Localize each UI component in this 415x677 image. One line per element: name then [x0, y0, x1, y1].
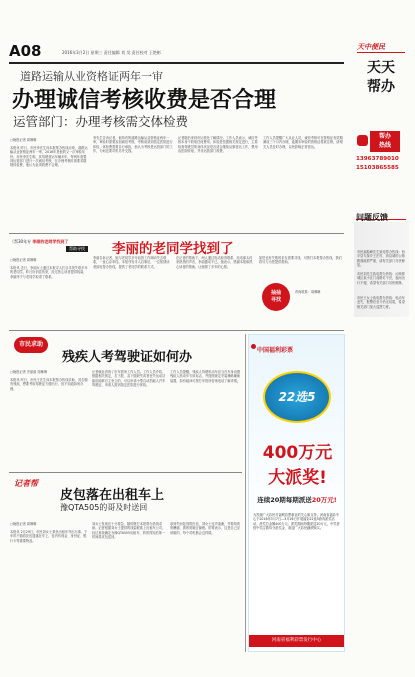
- article2-contact-note: 咨询联系：周琳琳: [295, 290, 321, 294]
- lottery-footer: 河南省福利彩票发行中心: [249, 635, 344, 647]
- article1-body-col1: 本报讯 昨日，市民李先生向本报帮办热线反映，道路运输从业资格证两年一审，2016年是他的又一次审验年份。市民李先生称，其驾驶营运车辆多年，每两年需要到运管部门进行一次诚信考核，在办理考核时被要求缴纳体检费，他认为此项收费不合理。: [10, 146, 88, 168]
- phone-icon: [357, 135, 368, 146]
- article4-body-col2: 刘女士发现后十分着急，随即拨打本报帮办热线求助。记者根据刘女士提供的线索联系上出租车公司，经过查找确定为豫QTA505出租车，的哥得知后第一时间将皮包送回。: [92, 522, 166, 539]
- article4-headline: 皮包落在出租车上: [60, 488, 165, 503]
- article2-body-col4: 如您也有失散的亲友需要寻找，可拨打本报帮办热线，我们将尽力为您提供帮助。: [259, 256, 342, 265]
- lottery-subline: [252, 495, 342, 504]
- date-line: 2016年3月2日 星期三 责任编辑 刘 昊 责任校对 王艳彬: [62, 50, 161, 55]
- article1-body-col4: 工作人员提醒广大从业人员，诚信考核可在资格证有效期满前三个月内办理，逾期未审验的资格证将被注销，请相关人员及时办理，以免影响正常营运。: [263, 136, 343, 149]
- sidebar-slogan-1: 天天: [367, 60, 395, 76]
- article4-subhead: 豫QTA505的哥及时送回: [60, 503, 148, 512]
- lottery-logo-icon: [251, 344, 256, 349]
- article4-section-tag: 记者帮: [14, 479, 38, 488]
- divider-3: [9, 472, 242, 473]
- lottery-org: 中国福利彩票: [257, 347, 294, 354]
- feedback-item-2: 市民刘先生致电帮办热线：反映驿城区某小区门前路灯不亮，夜间出行不便，希望有关部门尽快维修。: [357, 272, 405, 285]
- article3-byline: □晚报记者 史丽丽 周琳琳: [10, 370, 47, 374]
- lottery-ad: [248, 334, 345, 652]
- article1-subhead: 运管部门：办理考核需交体检费: [13, 114, 189, 129]
- article4-body-col3: 拿到失而复得的皮包，刘女士连声道谢，并要给的哥酬谢，被的哥婉言谢绝。的哥表示，这是自己应该做的，每个司机都会这样做。: [170, 522, 241, 535]
- hotline-phone-2: 15103865585: [356, 165, 399, 171]
- article4-body-col1: 本报讯 2月29日，市民刘女士乘坐出租车外出办事，下车时不慎将皮包遗落在车上，包内有现金、身份证、银行卡等重要物品。: [10, 530, 88, 543]
- badge-line-1: 抽抽: [270, 290, 281, 296]
- feedback-title: 问题反馈: [356, 213, 388, 222]
- article1-body-col2: 李先生告诉记者，他持有的道路运输从业资格证两年一审，审验时需要参加诚信考核，考核前须到指定医院进行体检，体检费需要自行承担，他认为考核是运管部门的工作，为何还要司机另外交钱。: [93, 136, 173, 153]
- article1-byline: □晚报记者 周琳琳: [10, 138, 37, 142]
- article3-body-col2: 记者就此咨询了市车管所工作人员。工作人员介绍，根据相关规定，右下肢、双下肢缺失或者丧失运动功能但能够自主坐立的，可以申请小型自动挡载人汽车驾驶证，申请人需到指定医院进行体检。: [92, 370, 166, 387]
- article3-section-tag: [14, 337, 48, 353]
- divider-2: [9, 330, 344, 331]
- lottery-note: 为答谢广大彩民对福利彩票事业的关心和支持，河南省福彩中心于2016年3月7日—3月26日开展福彩22选5游戏派奖活动，派奖总金额400万元。派奖期间每期派送20万元，中奖者按中奖注数均分派奖金，欢迎广大彩民踊跃购买。: [253, 513, 340, 530]
- article2-tag-box: 帮助寻找: [66, 246, 88, 252]
- article2-body-col3: 在记者的帮助下，两人通过电话取得联系，电话那头传来熟悉的声音，李丽激动不已。她表示，感谢本报和热心读者的帮助，让她圆了多年的心愿。: [176, 256, 253, 269]
- lottery-headline-2: 大派奖!: [268, 468, 327, 488]
- article2-body-col2: 李丽告诉记者，她与老同学多年前因工作调动失去联系，一直心存牵挂。本报刊发寻人启事后，一位知情读者致电帮办热线，提供了老同学的联系方式。: [93, 256, 170, 269]
- article1-body-col3: 记者随后来到市运管处了解情况。工作人员表示，诚信考核本身不收取任何费用，体检是依据相关规定进行，主要检查驾驶员的身体状况是否适合继续从事营运工作，费用由医院收取，并非运管部门收费。: [178, 136, 258, 153]
- hotline-box: [370, 131, 400, 152]
- article2-byline: □晚报记者 周琳琳: [10, 258, 37, 262]
- article2-headline: 李丽的老同学找到了: [112, 241, 234, 257]
- page-number: A08: [9, 42, 42, 60]
- feedback-item-1: 市民郝振峰先生致电帮办热线：西平县专探乡王庄村，到县城的公路路面破损严重，请有关部门尽快修复。: [357, 250, 405, 267]
- search-badge: [262, 283, 290, 311]
- lottery-sub-mid: 20期每期派送: [270, 496, 312, 504]
- hotline-phone-1: 13963789010: [356, 156, 399, 162]
- article1-kicker: 道路运输从业资格证两年一审: [20, 70, 163, 83]
- lottery-game-name: 22选5: [278, 390, 316, 404]
- sidebar-slogan-2: 帮办: [367, 79, 395, 95]
- feedback-header: [356, 205, 406, 220]
- divider-1: [9, 233, 344, 234]
- hotline-label-2: 热线: [378, 142, 391, 149]
- lottery-sub-amount: 20万元!: [311, 496, 337, 504]
- article2-tag-2: 李丽的老同学找到了: [32, 239, 69, 244]
- article2-tag: [10, 239, 68, 245]
- article3-body-col3: 工作人员提醒，残疾人驾驶机动车应当在车身设置残疾人机动车专用标志，并按照规定安装操纵辅助装置，如有疑问可拨打车管所咨询电话了解详情。: [170, 370, 241, 383]
- sidebar-rule: [357, 52, 405, 53]
- feedback-item-3: 市民王女士致电帮办热线：电动车丢失，报警后至今仍无结果，希望相关部门加大巡逻力度。: [357, 296, 405, 309]
- article3-headline: 残疾人考驾驶证如何办: [62, 350, 193, 365]
- sidebar-logo: 天中便民: [357, 43, 385, 51]
- header-rule: [9, 62, 344, 64]
- lottery-headline-1: 400万元: [262, 443, 333, 463]
- badge-line-2: 寻找: [270, 297, 281, 303]
- article3-section-tag-text: 市民求助: [18, 341, 43, 348]
- lottery-sub-prefix: 连续: [257, 496, 271, 504]
- article4-byline: □晚报记者 周琳琳: [10, 522, 37, 526]
- article2-tag-1: （帮30年专: [10, 239, 32, 244]
- article1-headline: 办理诚信考核收费是否合理: [12, 88, 277, 113]
- hotline-label-1: 帮办: [378, 133, 391, 140]
- column-divider-lottery: [245, 334, 246, 652]
- article3-body-col1: 本报讯 昨日，市民王先生向本报帮办热线求助，其右腿有残疾，想要考取驾驶证方便出行，但不知道如何办理。: [10, 378, 88, 391]
- lottery-game-ring: [263, 371, 331, 423]
- article2-body-col1: 本报讯 近日，李丽女士通过本报寻人栏目寻找失联多年的老同学，昨日好消息传来，经过热心读者提供线索，李丽终于与老同学取得了联系。: [10, 266, 88, 279]
